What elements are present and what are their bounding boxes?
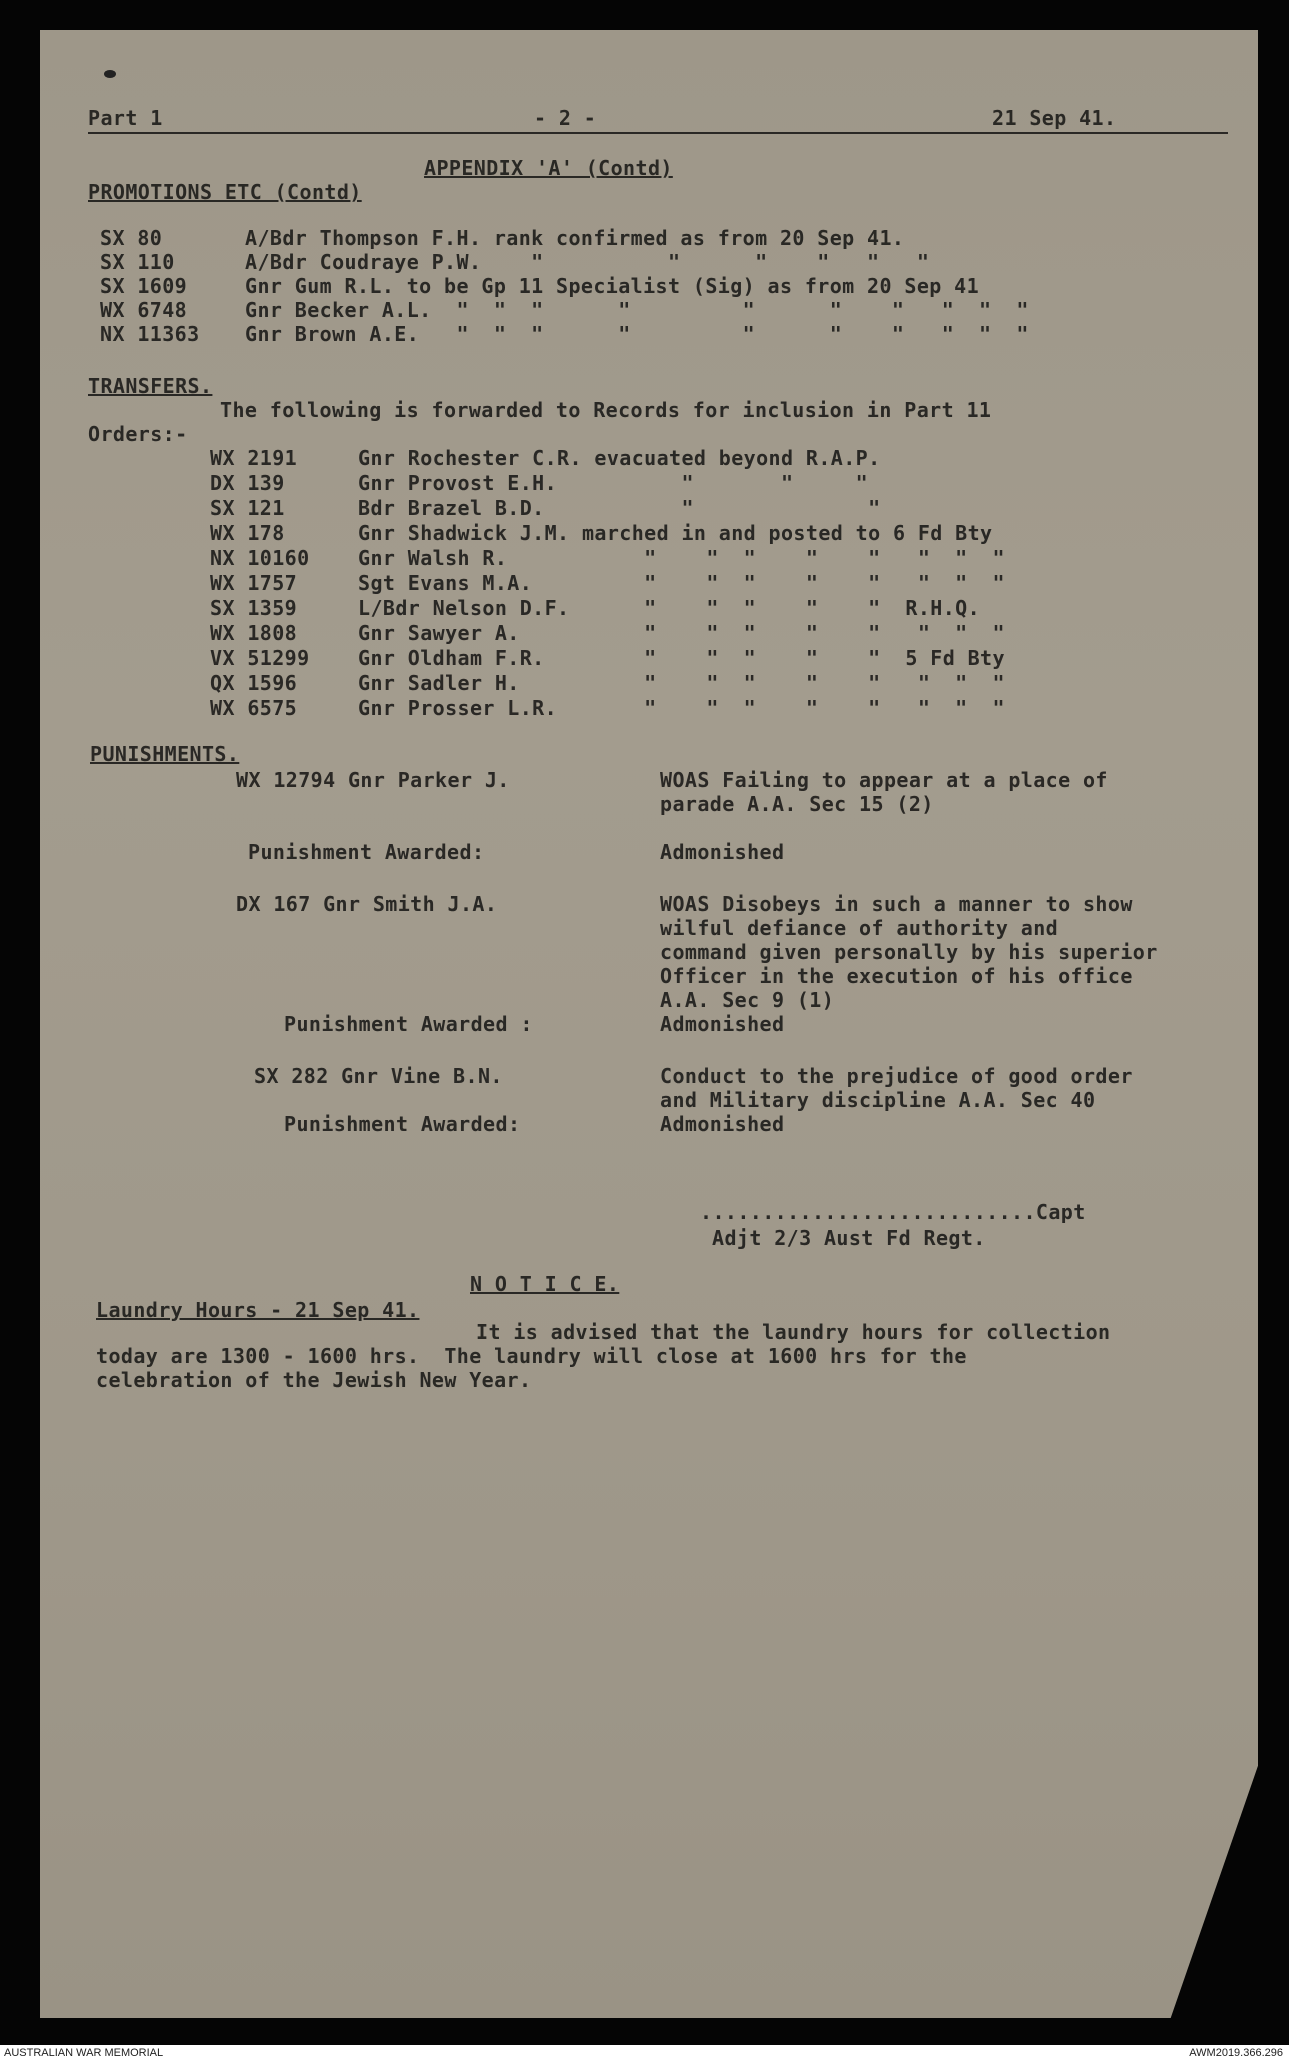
entry-text: Sgt Evans M.A. " " " " " " " " [358, 571, 1005, 595]
service-number: SX 110 [100, 250, 175, 274]
signature-title: Adjt 2/3 Aust Fd Regt. [712, 1226, 986, 1250]
service-number: WX 1808 [210, 621, 298, 645]
award-label: Punishment Awarded: [248, 840, 485, 864]
service-number: WX 6748 [100, 298, 188, 322]
offender: WX 12794 Gnr Parker J. [236, 768, 510, 792]
torn-corner [1170, 1760, 1258, 2018]
service-number: WX 6575 [210, 696, 298, 720]
award-value: Admonished [660, 840, 785, 864]
offence-line: Conduct to the prejudice of good order [660, 1064, 1133, 1088]
service-number: WX 178 [210, 521, 285, 545]
entry-text: Gnr Shadwick J.M. marched in and posted to 6 Fd Bty [358, 521, 993, 545]
entry-text: Gnr Gum R.L. to be Gp 11 Specialist (Sig) as from 20 Sep 41 [245, 274, 980, 298]
notice-text: today are 1300 - 1600 hrs. The laundry will close at 1600 hrs for the [96, 1344, 967, 1368]
header-rule [88, 132, 1228, 134]
entry-text: Gnr Sadler H. " " " " " " " " [358, 671, 1005, 695]
award-label: Punishment Awarded : [284, 1012, 533, 1036]
entry-text: A/Bdr Coudraye P.W. " " " " " " [245, 250, 930, 274]
service-number: NX 10160 [210, 546, 310, 570]
offence-line: A.A. Sec 9 (1) [660, 988, 835, 1012]
entry-text: Gnr Provost E.H. " " " [358, 471, 869, 495]
service-number: VX 51299 [210, 646, 310, 670]
service-number: WX 1757 [210, 571, 298, 595]
entry-text: Gnr Prosser L.R. " " " " " " " " [358, 696, 1005, 720]
offence-line: and Military discipline A.A. Sec 40 [660, 1088, 1096, 1112]
entry-text: Bdr Brazel B.D. " " [358, 496, 881, 520]
service-number: SX 1359 [210, 596, 298, 620]
transfers-intro: The following is forwarded to Records for inclusion in Part 11 [220, 398, 992, 422]
notice-text: celebration of the Jewish New Year. [96, 1368, 532, 1392]
punishments-heading: PUNISHMENTS. [90, 742, 240, 766]
document-date: 21 Sep 41. [992, 106, 1117, 130]
entry-text: Gnr Rochester C.R. evacuated beyond R.A.P. [358, 446, 881, 470]
entry-text: Gnr Walsh R. " " " " " " " " [358, 546, 1005, 570]
award-value: Admonished [660, 1012, 785, 1036]
entry-text: Gnr Oldham F.R. " " " " " 5 Fd Bty [358, 646, 1005, 670]
award-label: Punishment Awarded: [284, 1112, 521, 1136]
archive-credit: AUSTRALIAN WAR MEMORIAL [4, 2047, 164, 2059]
offence-line: wilful defiance of authority and [660, 916, 1059, 940]
award-value: Admonished [660, 1112, 785, 1136]
notice-text: It is advised that the laundry hours for collection [476, 1320, 1111, 1344]
entry-text: Gnr Sawyer A. " " " " " " " " [358, 621, 1005, 645]
service-number: DX 139 [210, 471, 285, 495]
entry-text: A/Bdr Thompson F.H. rank confirmed as from 20 Sep 41. [245, 226, 905, 250]
offender: DX 167 Gnr Smith J.A. [236, 892, 498, 916]
offence-line: Officer in the execution of his office [660, 964, 1133, 988]
service-number: SX 1609 [100, 274, 188, 298]
notice-subheading: Laundry Hours - 21 Sep 41. [96, 1298, 420, 1322]
service-number: NX 11363 [100, 322, 200, 346]
entry-text: Gnr Becker A.L. " " " " " " " " " " [245, 298, 1029, 322]
transfers-heading: TRANSFERS. [88, 374, 213, 398]
service-number: SX 80 [100, 226, 163, 250]
promotions-heading: PROMOTIONS ETC (Contd) [88, 180, 362, 204]
offence-line: parade A.A. Sec 15 (2) [660, 792, 934, 816]
notice-heading: N O T I C E. [470, 1272, 620, 1296]
signature-line: ...........................Capt [700, 1200, 1086, 1224]
archive-reference: AWM2019.366.296 [1189, 2047, 1283, 2059]
offence-line: WOAS Disobeys in such a manner to show [660, 892, 1133, 916]
entry-text: Gnr Brown A.E. " " " " " " " " " " [245, 322, 1029, 346]
document-page [40, 30, 1258, 2018]
offence-line: command given personally by his superior [660, 940, 1158, 964]
service-number: WX 2191 [210, 446, 298, 470]
service-number: SX 121 [210, 496, 285, 520]
page-number: - 2 - [534, 106, 597, 130]
part-label: Part 1 [88, 106, 163, 130]
offender: SX 282 Gnr Vine B.N. [254, 1064, 503, 1088]
entry-text: L/Bdr Nelson D.F. " " " " " R.H.Q. [358, 596, 981, 620]
transfers-intro-orders: Orders:- [88, 422, 188, 446]
ink-mark [104, 70, 116, 78]
appendix-title: APPENDIX 'A' (Contd) [424, 156, 673, 180]
service-number: QX 1596 [210, 671, 298, 695]
offence-line: WOAS Failing to appear at a place of [660, 768, 1108, 792]
